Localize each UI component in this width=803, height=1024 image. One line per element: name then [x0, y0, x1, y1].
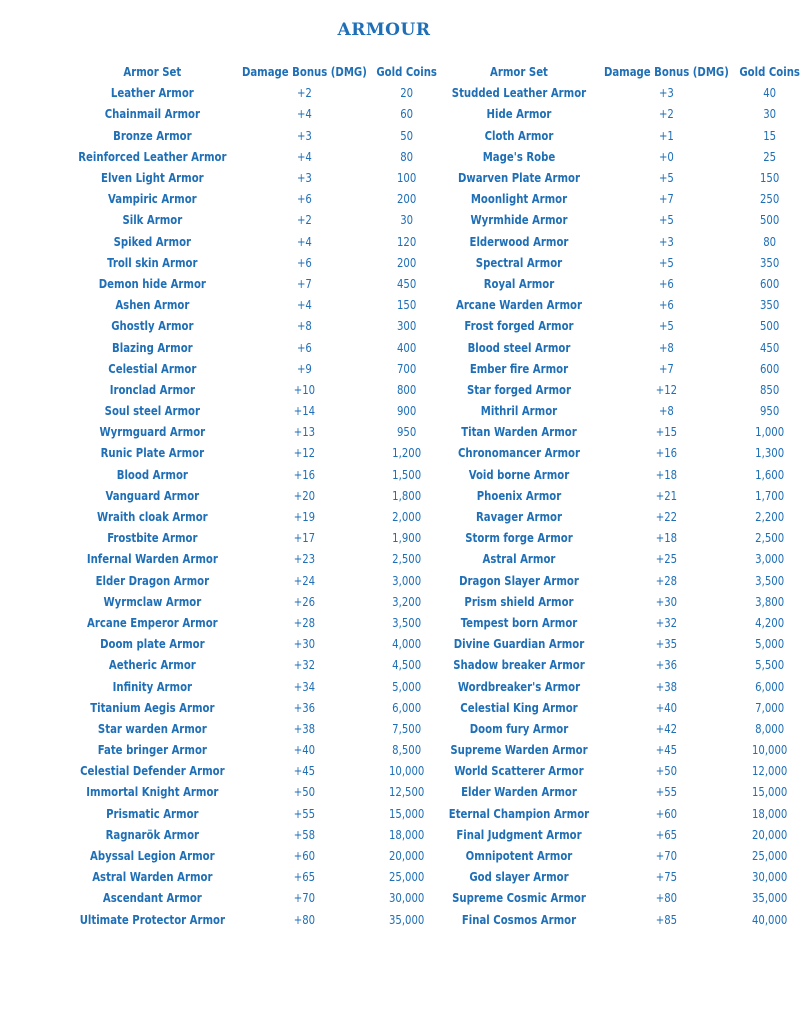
armor-name-cell: Blood steel Armor: [467, 339, 571, 355]
table-row: [70, 697, 803, 718]
gold-coins-cell: 4,000: [392, 636, 422, 652]
gold-coins-cell: 950: [397, 424, 417, 440]
damage-bonus-cell: +32: [655, 614, 677, 630]
gold-coins-cell: 2,500: [754, 530, 784, 546]
damage-bonus-cell: +58: [293, 826, 315, 842]
damage-bonus-cell: +65: [655, 826, 677, 842]
armor-name-cell: Dwarven Plate Armor: [457, 170, 580, 186]
damage-bonus-cell: +40: [293, 742, 315, 758]
armor-name-cell: God slayer Armor: [469, 869, 569, 885]
damage-bonus-cell: +2: [658, 106, 674, 122]
gold-coins-cell: 600: [759, 275, 779, 291]
damage-bonus-cell: +3: [296, 170, 312, 186]
table-row: [70, 231, 803, 252]
damage-bonus-cell: +4: [296, 233, 312, 249]
table-row: [70, 379, 803, 400]
damage-bonus-cell: +6: [296, 254, 312, 270]
damage-bonus-cell: +16: [655, 445, 677, 461]
table-row: [70, 125, 803, 146]
armor-name-cell: Elderwood Armor: [469, 233, 569, 249]
damage-bonus-cell: +80: [293, 911, 315, 927]
gold-coins-cell: 1,900: [392, 530, 422, 546]
gold-coins-cell: 18,000: [751, 805, 787, 821]
armor-name-cell: Star forged Armor: [466, 381, 571, 397]
gold-coins-cell: 2,000: [392, 509, 422, 525]
gold-coins-cell: 12,500: [389, 784, 425, 800]
armor-name-cell: Ultimate Protector Armor: [79, 911, 225, 927]
armor-name-cell: Elven Light Armor: [101, 170, 204, 186]
armor-name-cell: Final Judgment Armor: [456, 826, 582, 842]
armor-name-cell: Frost forged Armor: [464, 318, 574, 334]
gold-coins-cell: 200: [397, 254, 417, 270]
table-row: [70, 209, 803, 230]
gold-coins-cell: 3,000: [754, 551, 784, 567]
gold-coins-cell: 60: [400, 106, 414, 122]
damage-bonus-cell: +5: [658, 170, 674, 186]
damage-bonus-cell: +20: [293, 487, 315, 503]
table-row: [70, 718, 803, 739]
table-row: [70, 400, 803, 421]
damage-bonus-cell: +23: [293, 551, 315, 567]
damage-bonus-cell: +4: [296, 297, 312, 313]
gold-coins-cell: 1,000: [754, 424, 784, 440]
table-row: [70, 803, 803, 824]
gold-coins-cell: 25: [762, 148, 776, 164]
header-gold-coins: Gold Coins: [738, 64, 800, 80]
damage-bonus-cell: +50: [293, 784, 315, 800]
damage-bonus-cell: +42: [655, 720, 677, 736]
damage-bonus-cell: +8: [658, 339, 674, 355]
gold-coins-cell: 500: [759, 212, 779, 228]
damage-bonus-cell: +18: [655, 466, 677, 482]
armor-name-cell: Infinity Armor: [112, 678, 193, 694]
damage-bonus-cell: +22: [655, 509, 677, 525]
armor-name-cell: Infernal Warden Armor: [86, 551, 218, 567]
armor-name-cell: Frostbite Armor: [107, 530, 198, 546]
armor-name-cell: Spiked Armor: [113, 233, 192, 249]
gold-coins-cell: 20,000: [751, 826, 787, 842]
table-row: [70, 315, 803, 336]
damage-bonus-cell: +6: [296, 339, 312, 355]
gold-coins-cell: 15,000: [751, 784, 787, 800]
armor-name-cell: Ascendant Armor: [102, 890, 202, 906]
damage-bonus-cell: +30: [293, 636, 315, 652]
damage-bonus-cell: +70: [655, 848, 677, 864]
damage-bonus-cell: +6: [658, 275, 674, 291]
table-row: [70, 506, 803, 527]
armor-name-cell: Immortal Knight Armor: [86, 784, 219, 800]
gold-coins-cell: 400: [397, 339, 417, 355]
armor-name-cell: Supreme Cosmic Armor: [451, 890, 586, 906]
gold-coins-cell: 250: [759, 191, 779, 207]
gold-coins-cell: 10,000: [751, 742, 787, 758]
armor-name-cell: Final Cosmos Armor: [461, 911, 576, 927]
table-row: [70, 167, 803, 188]
damage-bonus-cell: +3: [658, 85, 674, 101]
table-row: [70, 570, 803, 591]
damage-bonus-cell: +14: [293, 403, 315, 419]
damage-bonus-cell: +6: [296, 191, 312, 207]
armor-name-cell: Storm forge Armor: [465, 530, 573, 546]
gold-coins-cell: 1,600: [754, 466, 784, 482]
gold-coins-cell: 350: [759, 254, 779, 270]
gold-coins-cell: 30: [400, 212, 414, 228]
gold-coins-cell: 50: [400, 127, 414, 143]
damage-bonus-cell: +0: [658, 148, 674, 164]
armor-name-cell: Prismatic Armor: [106, 805, 199, 821]
gold-coins-cell: 1,300: [754, 445, 784, 461]
damage-bonus-cell: +60: [655, 805, 677, 821]
table-row: [70, 273, 803, 294]
header-row: [70, 61, 803, 82]
table-row: [70, 103, 803, 124]
damage-bonus-cell: +7: [296, 275, 312, 291]
table-row: [70, 421, 803, 442]
gold-coins-cell: 4,200: [754, 614, 784, 630]
gold-coins-cell: 2,500: [392, 551, 422, 567]
armor-name-cell: Astral Warden Armor: [92, 869, 213, 885]
table-row: [70, 294, 803, 315]
armor-name-cell: Chainmail Armor: [104, 106, 200, 122]
gold-coins-cell: 7,000: [754, 699, 784, 715]
gold-coins-cell: 15,000: [389, 805, 425, 821]
armor-name-cell: Titan Warden Armor: [461, 424, 577, 440]
gold-coins-cell: 700: [397, 360, 417, 376]
armor-name-cell: Supreme Warden Armor: [450, 742, 588, 758]
damage-bonus-cell: +30: [655, 593, 677, 609]
gold-coins-cell: 200: [397, 191, 417, 207]
damage-bonus-cell: +35: [655, 636, 677, 652]
gold-coins-cell: 3,500: [392, 614, 422, 630]
gold-coins-cell: 6,000: [754, 678, 784, 694]
table-row: [70, 845, 803, 866]
damage-bonus-cell: +15: [655, 424, 677, 440]
armor-name-cell: Astral Armor: [482, 551, 556, 567]
armor-name-cell: Void borne Armor: [468, 466, 570, 482]
gold-coins-cell: 800: [397, 381, 417, 397]
armor-name-cell: Runic Plate Armor: [100, 445, 205, 461]
armor-name-cell: Omnipotent Armor: [465, 848, 573, 864]
gold-coins-cell: 25,000: [389, 869, 425, 885]
armor-name-cell: Cloth Armor: [484, 127, 554, 143]
gold-coins-cell: 10,000: [389, 763, 425, 779]
damage-bonus-cell: +12: [655, 381, 677, 397]
gold-coins-cell: 30: [762, 106, 776, 122]
damage-bonus-cell: +65: [293, 869, 315, 885]
armor-name-cell: Troll skin Armor: [107, 254, 198, 270]
gold-coins-cell: 3,500: [754, 572, 784, 588]
damage-bonus-cell: +55: [655, 784, 677, 800]
damage-bonus-cell: +12: [293, 445, 315, 461]
gold-coins-cell: 80: [762, 233, 776, 249]
gold-coins-cell: 80: [400, 148, 414, 164]
gold-coins-cell: 15: [762, 127, 776, 143]
table-row: [70, 548, 803, 569]
armor-name-cell: Soul steel Armor: [104, 403, 201, 419]
table-row: [70, 485, 803, 506]
table-row: [70, 909, 803, 930]
armor-name-cell: Eternal Champion Armor: [448, 805, 589, 821]
armor-name-cell: Studded Leather Armor: [451, 85, 586, 101]
table-row: [70, 464, 803, 485]
damage-bonus-cell: +25: [655, 551, 677, 567]
table-row: [70, 781, 803, 802]
gold-coins-cell: 25,000: [751, 848, 787, 864]
damage-bonus-cell: +26: [293, 593, 315, 609]
damage-bonus-cell: +6: [658, 297, 674, 313]
gold-coins-cell: 5,000: [754, 636, 784, 652]
damage-bonus-cell: +28: [655, 572, 677, 588]
armor-name-cell: Doom fury Armor: [469, 720, 568, 736]
armor-name-cell: Blood Armor: [116, 466, 188, 482]
armor-name-cell: Wyrmclaw Armor: [103, 593, 202, 609]
table-row: [70, 760, 803, 781]
gold-coins-cell: 20,000: [389, 848, 425, 864]
table-row: [70, 591, 803, 612]
gold-coins-cell: 450: [397, 275, 417, 291]
gold-coins-cell: 30,000: [389, 890, 425, 906]
gold-coins-cell: 8,500: [392, 742, 422, 758]
armor-name-cell: Abyssal Legion Armor: [90, 848, 215, 864]
header-gold-coins: Gold Coins: [376, 64, 438, 80]
gold-coins-cell: 600: [759, 360, 779, 376]
table-row: [70, 336, 803, 357]
gold-coins-cell: 35,000: [389, 911, 425, 927]
gold-coins-cell: 100: [397, 170, 417, 186]
damage-bonus-cell: +18: [655, 530, 677, 546]
armor-name-cell: Elder Warden Armor: [460, 784, 577, 800]
damage-bonus-cell: +32: [293, 657, 315, 673]
gold-coins-cell: 900: [397, 403, 417, 419]
armor-name-cell: Hide Armor: [486, 106, 552, 122]
header-damage-bonus: Damage Bonus (DMG): [241, 64, 367, 80]
armor-name-cell: Elder Dragon Armor: [95, 572, 210, 588]
damage-bonus-cell: +7: [658, 360, 674, 376]
damage-bonus-cell: +13: [293, 424, 315, 440]
gold-coins-cell: 1,800: [392, 487, 422, 503]
gold-coins-cell: 4,500: [392, 657, 422, 673]
header-damage-bonus: Damage Bonus (DMG): [603, 64, 729, 80]
damage-bonus-cell: +5: [658, 254, 674, 270]
armor-name-cell: Arcane Warden Armor: [455, 297, 582, 313]
damage-bonus-cell: +34: [293, 678, 315, 694]
table-row: [70, 252, 803, 273]
damage-bonus-cell: +21: [655, 487, 677, 503]
armor-name-cell: Royal Armor: [483, 275, 555, 291]
armor-name-cell: Doom plate Armor: [100, 636, 205, 652]
armor-name-cell: Ashen Armor: [115, 297, 190, 313]
gold-coins-cell: 7,500: [392, 720, 422, 736]
damage-bonus-cell: +17: [293, 530, 315, 546]
armor-name-cell: Bronze Armor: [113, 127, 192, 143]
armor-name-cell: Fate bringer Armor: [97, 742, 207, 758]
gold-coins-cell: 1,500: [392, 466, 422, 482]
table-row: [70, 887, 803, 908]
gold-coins-cell: 5,000: [392, 678, 422, 694]
gold-coins-cell: 6,000: [392, 699, 422, 715]
table-row: [70, 739, 803, 760]
gold-coins-cell: 40,000: [751, 911, 787, 927]
armor-name-cell: Reinforced Leather Armor: [78, 148, 227, 164]
damage-bonus-cell: +2: [296, 212, 312, 228]
damage-bonus-cell: +5: [658, 318, 674, 334]
gold-coins-cell: 1,700: [754, 487, 784, 503]
gold-coins-cell: 3,000: [392, 572, 422, 588]
damage-bonus-cell: +5: [658, 212, 674, 228]
gold-coins-cell: 12,000: [751, 763, 787, 779]
damage-bonus-cell: +38: [293, 720, 315, 736]
table-row: [70, 654, 803, 675]
damage-bonus-cell: +55: [293, 805, 315, 821]
table-row: [70, 675, 803, 696]
header-armor-set: Armor Set: [123, 64, 182, 80]
gold-coins-cell: 350: [759, 297, 779, 313]
armor-name-cell: Silk Armor: [122, 212, 183, 228]
damage-bonus-cell: +4: [296, 106, 312, 122]
damage-bonus-cell: +4: [296, 148, 312, 164]
table-row: [70, 612, 803, 633]
damage-bonus-cell: +85: [655, 911, 677, 927]
armor-name-cell: Blazing Armor: [112, 339, 193, 355]
damage-bonus-cell: +24: [293, 572, 315, 588]
table-row: [70, 82, 803, 103]
gold-coins-cell: 950: [759, 403, 779, 419]
armor-name-cell: Divine Guardian Armor: [453, 636, 585, 652]
armor-name-cell: Wordbreaker's Armor: [457, 678, 580, 694]
damage-bonus-cell: +8: [658, 403, 674, 419]
table-row: [70, 866, 803, 887]
damage-bonus-cell: +8: [296, 318, 312, 334]
armor-name-cell: Celestial King Armor: [460, 699, 578, 715]
damage-bonus-cell: +40: [655, 699, 677, 715]
damage-bonus-cell: +45: [655, 742, 677, 758]
gold-coins-cell: 300: [397, 318, 417, 334]
table-row: [70, 824, 803, 845]
damage-bonus-cell: +36: [655, 657, 677, 673]
header-armor-set: Armor Set: [489, 64, 548, 80]
table-row: [70, 442, 803, 463]
damage-bonus-cell: +19: [293, 509, 315, 525]
damage-bonus-cell: +2: [296, 85, 312, 101]
gold-coins-cell: 500: [759, 318, 779, 334]
damage-bonus-cell: +1: [658, 127, 674, 143]
gold-coins-cell: 5,500: [754, 657, 784, 673]
gold-coins-cell: 850: [759, 381, 779, 397]
armor-name-cell: Dragon Slayer Armor: [458, 572, 579, 588]
armor-name-cell: Wraith cloak Armor: [97, 509, 208, 525]
armor-name-cell: Arcane Emperor Armor: [87, 614, 218, 630]
page-title: ARMOUR: [337, 20, 431, 40]
armor-name-cell: Leather Armor: [110, 85, 194, 101]
gold-coins-cell: 40: [762, 85, 776, 101]
armor-name-cell: Celestial Armor: [108, 360, 197, 376]
damage-bonus-cell: +10: [293, 381, 315, 397]
armor-name-cell: Vampiric Armor: [108, 191, 197, 207]
armor-name-cell: Aetheric Armor: [108, 657, 196, 673]
armor-name-cell: Mage's Robe: [482, 148, 556, 164]
gold-coins-cell: 30,000: [751, 869, 787, 885]
armour-table: [70, 61, 803, 930]
damage-bonus-cell: +7: [658, 191, 674, 207]
gold-coins-cell: 20: [400, 85, 414, 101]
armor-name-cell: Mithril Armor: [480, 403, 557, 419]
armor-name-cell: Demon hide Armor: [98, 275, 206, 291]
armor-name-cell: Ragnarök Armor: [105, 826, 200, 842]
damage-bonus-cell: +70: [293, 890, 315, 906]
armor-name-cell: Prism shield Armor: [464, 593, 574, 609]
gold-coins-cell: 8,000: [754, 720, 784, 736]
gold-coins-cell: 18,000: [389, 826, 425, 842]
armor-name-cell: Shadow breaker Armor: [453, 657, 585, 673]
damage-bonus-cell: +50: [655, 763, 677, 779]
armor-name-cell: Phoenix Armor: [476, 487, 562, 503]
armor-name-cell: Ghostly Armor: [111, 318, 194, 334]
armor-name-cell: Ravager Armor: [475, 509, 562, 525]
armor-name-cell: Spectral Armor: [475, 254, 562, 270]
gold-coins-cell: 120: [397, 233, 417, 249]
armor-name-cell: Star warden Armor: [97, 720, 207, 736]
damage-bonus-cell: +28: [293, 614, 315, 630]
armor-name-cell: Ironclad Armor: [109, 381, 195, 397]
table-row: [70, 358, 803, 379]
gold-coins-cell: 150: [759, 170, 779, 186]
damage-bonus-cell: +16: [293, 466, 315, 482]
armor-name-cell: Wyrmhide Armor: [470, 212, 568, 228]
armor-name-cell: Celestial Defender Armor: [80, 763, 225, 779]
damage-bonus-cell: +3: [296, 127, 312, 143]
damage-bonus-cell: +38: [655, 678, 677, 694]
armor-name-cell: Chronomancer Armor: [457, 445, 580, 461]
damage-bonus-cell: +3: [658, 233, 674, 249]
damage-bonus-cell: +36: [293, 699, 315, 715]
table-row: [70, 527, 803, 548]
armor-name-cell: Wyrmguard Armor: [99, 424, 206, 440]
armor-name-cell: Ember fire Armor: [469, 360, 568, 376]
damage-bonus-cell: +45: [293, 763, 315, 779]
gold-coins-cell: 450: [759, 339, 779, 355]
gold-coins-cell: 1,200: [392, 445, 422, 461]
armor-name-cell: Titanium Aegis Armor: [90, 699, 215, 715]
table-row: [70, 633, 803, 654]
table-row: [70, 188, 803, 209]
table-row: [70, 146, 803, 167]
damage-bonus-cell: +60: [293, 848, 315, 864]
gold-coins-cell: 3,800: [754, 593, 784, 609]
gold-coins-cell: 3,200: [392, 593, 422, 609]
armor-name-cell: Moonlight Armor: [470, 191, 567, 207]
damage-bonus-cell: +9: [296, 360, 312, 376]
armor-name-cell: World Scatterer Armor: [454, 763, 584, 779]
gold-coins-cell: 2,200: [754, 509, 784, 525]
gold-coins-cell: 150: [397, 297, 417, 313]
gold-coins-cell: 35,000: [751, 890, 787, 906]
damage-bonus-cell: +80: [655, 890, 677, 906]
damage-bonus-cell: +75: [655, 869, 677, 885]
armor-name-cell: Tempest born Armor: [460, 614, 578, 630]
armor-name-cell: Vanguard Armor: [105, 487, 200, 503]
